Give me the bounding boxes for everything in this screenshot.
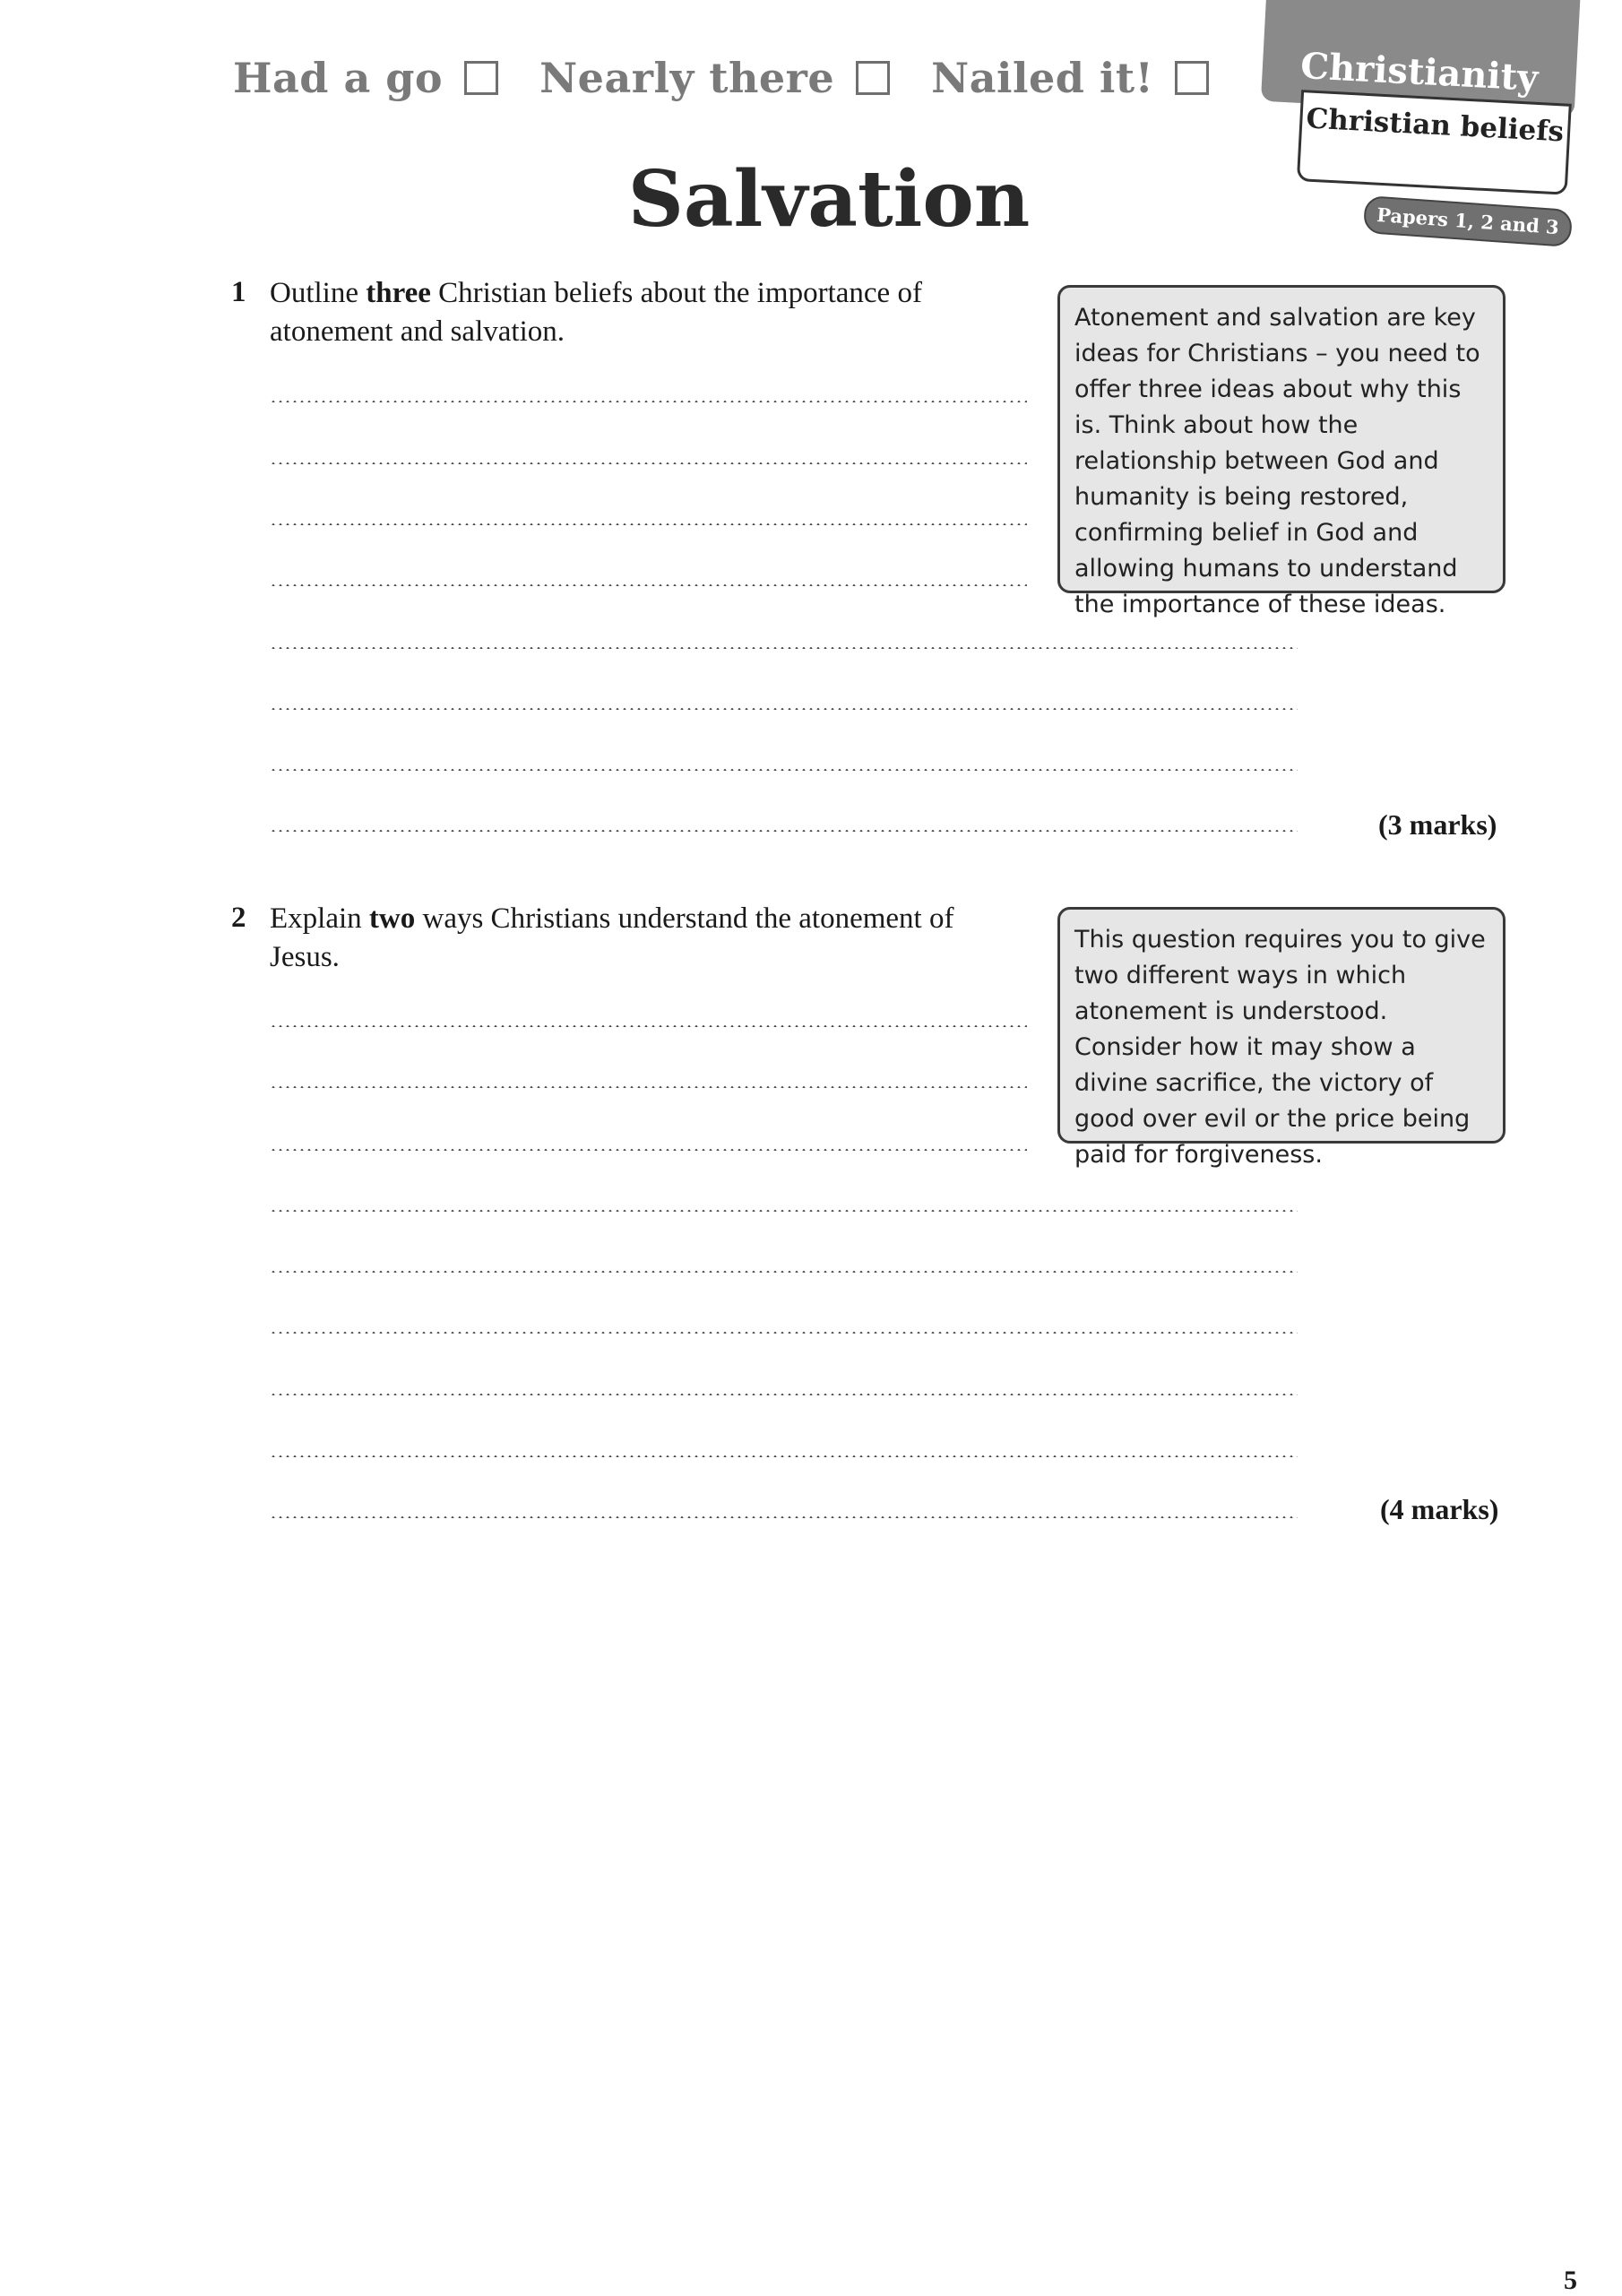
page-title: Salvation — [627, 154, 1031, 245]
question-1-answer-line[interactable] — [270, 584, 1027, 586]
question-1-answer-line[interactable] — [270, 769, 1298, 771]
question-2-answer-line[interactable] — [270, 1516, 1298, 1518]
question-2-text-start: Explain — [270, 902, 369, 935]
nearly-there-checkbox[interactable] — [856, 61, 890, 95]
question-1-marks: (3 marks) — [1378, 808, 1497, 841]
question-2-number: 2 — [231, 902, 246, 934]
question-1-text-emphasis: three — [366, 277, 431, 309]
question-1-number: 1 — [231, 276, 246, 308]
question-2-answer-line[interactable] — [270, 1332, 1298, 1334]
question-2-text — [270, 900, 987, 977]
question-1-answer-line[interactable] — [270, 647, 1298, 649]
question-2-answer-line[interactable] — [270, 1149, 1027, 1151]
question-1-text — [270, 274, 987, 351]
question-1-answer-line[interactable] — [270, 401, 1027, 402]
had-a-go-label: Had a go — [233, 54, 444, 102]
nailed-it-checkbox[interactable] — [1175, 61, 1209, 95]
question-2-marks: (4 marks) — [1380, 1493, 1499, 1525]
question-1-hint-box: Atonement and salvation are key ideas for Christians – you need to offer three ideas about why this is. Think about how the relationship between God and humanity is being restored, confirming belief in God and allowing humans to understand the importance of these ideas. — [1057, 285, 1506, 593]
question-1-answer-line[interactable] — [270, 708, 1298, 710]
question-2-text-emphasis: two — [368, 902, 416, 935]
question-2-answer-line[interactable] — [270, 1271, 1298, 1273]
question-1-answer-line[interactable] — [270, 462, 1027, 464]
question-1-text-end: Christian beliefs about the importance of atonement and salvation. — [270, 277, 922, 348]
topic-tab: Christian beliefs — [1297, 90, 1572, 195]
question-1-answer-line[interactable] — [270, 523, 1027, 525]
nailed-it-label: Nailed it! — [931, 54, 1154, 102]
had-a-go-checkbox[interactable] — [464, 61, 498, 95]
papers-badge: Papers 1, 2 and 3 — [1363, 195, 1573, 247]
nearly-there-label: Nearly there — [539, 54, 835, 102]
question-2-answer-line[interactable] — [270, 1394, 1298, 1395]
question-1-answer-line[interactable] — [270, 830, 1298, 832]
question-2-hint-box: This question requires you to give two different ways in which atonement is understood. Consider how it may show a divine sacrifice, the victory of good over evil or the price being paid for forgiveness. — [1057, 907, 1506, 1144]
page-number: 5 — [1564, 2266, 1577, 2295]
progress-tracker — [233, 54, 1250, 102]
subject-label: Christianity — [1299, 44, 1540, 99]
question-2-text-end: ways Christians understand the atonement of Jesus. — [270, 902, 954, 973]
question-2-answer-line[interactable] — [270, 1455, 1298, 1457]
question-1-text-start: Outline — [270, 277, 367, 309]
question-2-answer-line[interactable] — [270, 1086, 1027, 1088]
question-2-answer-line[interactable] — [270, 1025, 1027, 1027]
question-2-answer-line[interactable] — [270, 1210, 1298, 1212]
